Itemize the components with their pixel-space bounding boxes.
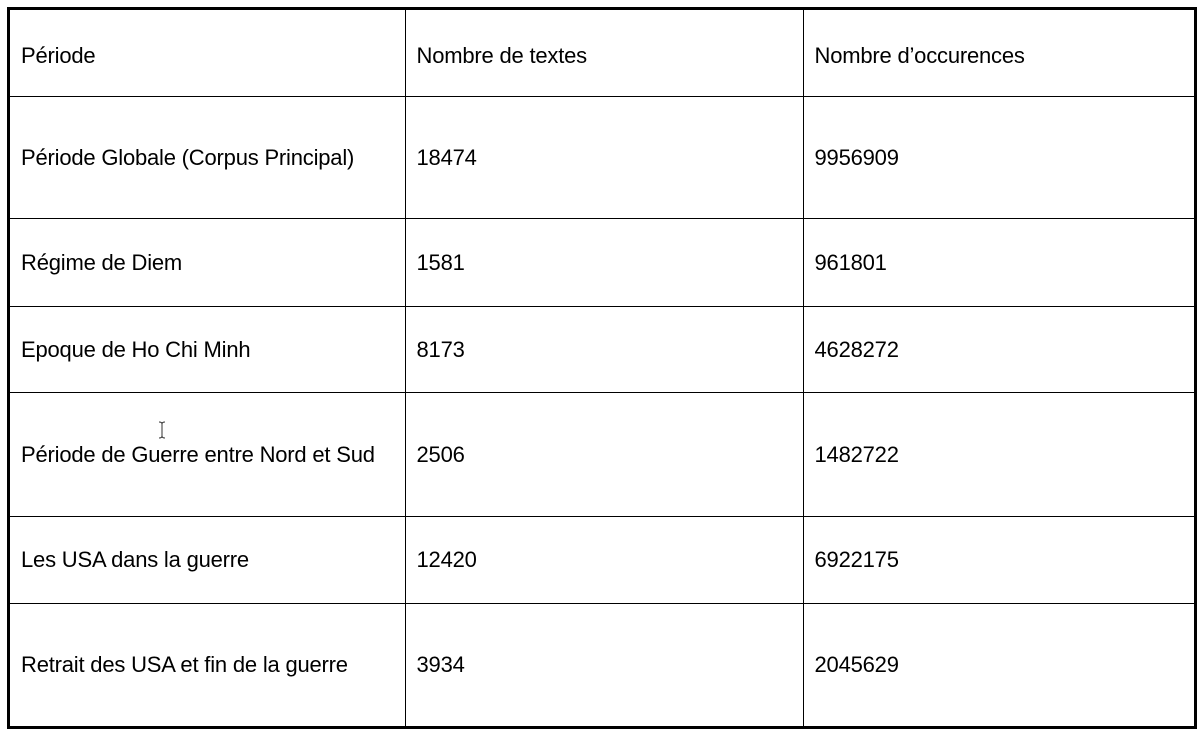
data-table [10, 10, 1194, 726]
table-row [10, 392, 1194, 516]
text-count-cell[interactable]: 2506 [405, 392, 803, 516]
table-row [10, 306, 1194, 392]
text-count-cell[interactable]: 18474 [405, 96, 803, 218]
header-cell-nombre-occurences[interactable]: Nombre d’occurences [803, 10, 1194, 96]
text-count-cell[interactable]: 3934 [405, 603, 803, 726]
period-cell[interactable]: Les USA dans la guerre [10, 516, 405, 603]
period-cell[interactable]: Période Globale (Corpus Principal) [10, 96, 405, 218]
table-header-row [10, 10, 1194, 96]
occurrence-count-cell[interactable]: 1482722 [803, 392, 1194, 516]
text-count-cell[interactable]: 8173 [405, 306, 803, 392]
table-row [10, 96, 1194, 218]
table-row [10, 516, 1194, 603]
text-count-cell[interactable]: 1581 [405, 218, 803, 306]
period-cell[interactable]: Période de Guerre entre Nord et Sud [10, 392, 405, 516]
table-row [10, 218, 1194, 306]
period-cell[interactable]: Retrait des USA et fin de la guerre [10, 603, 405, 726]
period-cell[interactable]: Régime de Diem [10, 218, 405, 306]
table-frame [7, 7, 1197, 729]
header-cell-nombre-de-textes[interactable]: Nombre de textes [405, 10, 803, 96]
occurrence-count-cell[interactable]: 9956909 [803, 96, 1194, 218]
header-cell-periode[interactable]: Période [10, 10, 405, 96]
table-row [10, 603, 1194, 726]
occurrence-count-cell[interactable]: 6922175 [803, 516, 1194, 603]
occurrence-count-cell[interactable]: 961801 [803, 218, 1194, 306]
occurrence-count-cell[interactable]: 2045629 [803, 603, 1194, 726]
period-cell[interactable]: Epoque de Ho Chi Minh [10, 306, 405, 392]
occurrence-count-cell[interactable]: 4628272 [803, 306, 1194, 392]
text-count-cell[interactable]: 12420 [405, 516, 803, 603]
